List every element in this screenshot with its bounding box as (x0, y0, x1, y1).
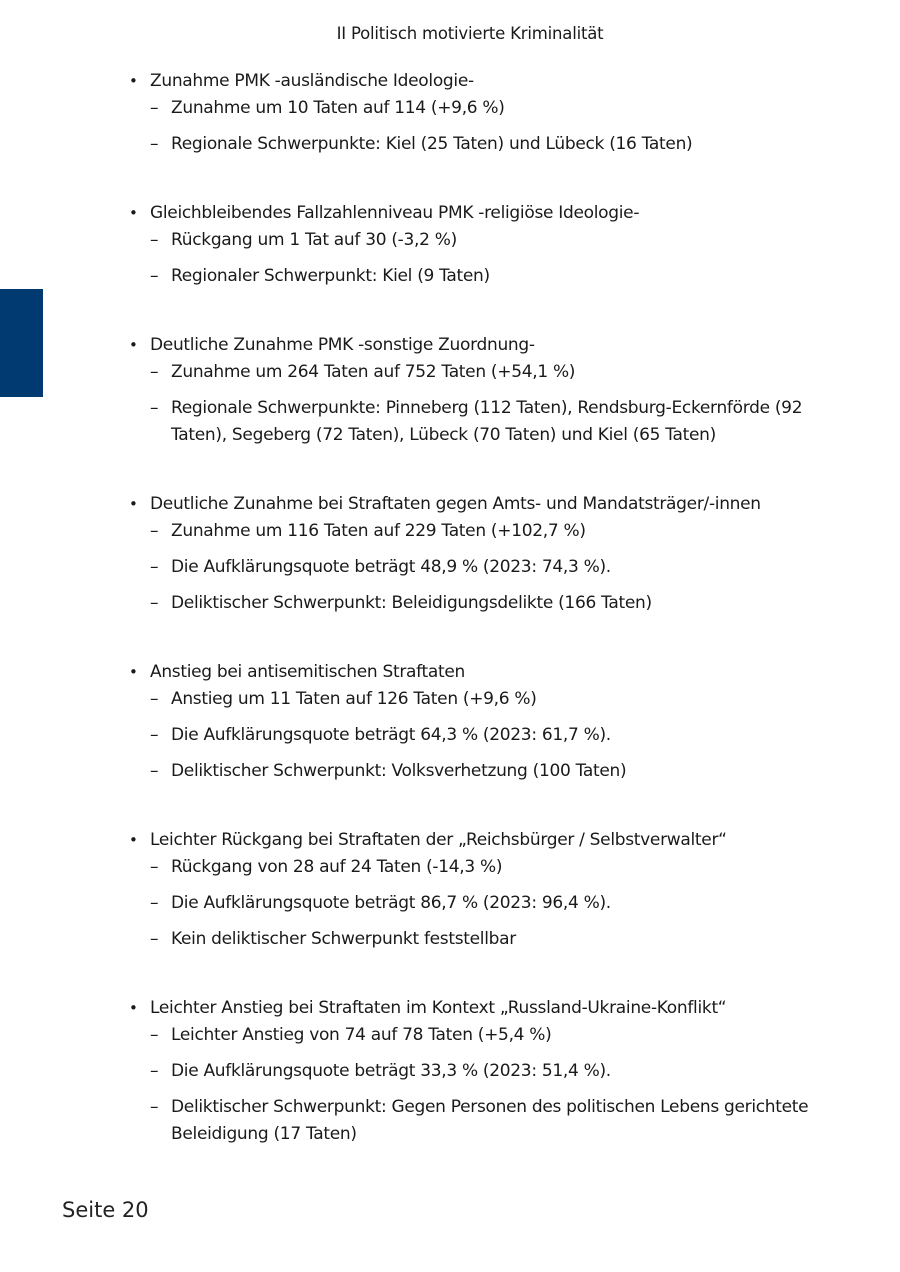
bullet-icon: • (129, 336, 138, 354)
bullet-icon: • (129, 72, 138, 90)
list-item-text: Die Aufklärungsquote beträgt 48,9 % (2023: 74,3 %). (171, 557, 611, 577)
list-item (129, 131, 839, 158)
list-item (129, 359, 839, 386)
section-title: Deutliche Zunahme PMK -sonstige Zuordnung- (150, 335, 535, 355)
list-item-text: Die Aufklärungsquote beträgt 86,7 % (2023: 96,4 %). (171, 893, 611, 913)
section-heading (129, 200, 839, 227)
bullet-icon: • (129, 999, 138, 1017)
list-item (129, 1022, 839, 1049)
section-heading (129, 332, 839, 359)
list-item (129, 554, 839, 581)
list-item-text: Deliktischer Schwerpunkt: Beleidigungsdelikte (166 Taten) (171, 593, 652, 613)
section-title: Leichter Anstieg bei Straftaten im Kontext „Russland-Ukraine-Konflikt“ (150, 998, 727, 1018)
list-item (129, 1058, 839, 1085)
list-item-text: Deliktischer Schwerpunkt: Volksverhetzung (100 Taten) (171, 761, 627, 781)
dash-icon: – (150, 857, 159, 877)
page-number: Seite 20 (62, 1198, 149, 1222)
dash-icon: – (150, 725, 159, 745)
list-item-text: Regionale Schwerpunkte: Pinneberg (112 Taten), Rendsburg-Eckernförde (92 Taten), Segeberg (72 Taten), Lübeck (70 Taten) und Kiel (65 Taten) (171, 398, 803, 445)
list-item-text: Zunahme um 116 Taten auf 229 Taten (+102,7 %) (171, 521, 586, 541)
list-item (129, 95, 839, 122)
section-title: Anstieg bei antisemitischen Straftaten (150, 662, 465, 682)
list-section (129, 491, 839, 617)
section-heading (129, 827, 839, 854)
list-section (129, 827, 839, 953)
section-heading (129, 995, 839, 1022)
dash-icon: – (150, 1097, 159, 1117)
chapter-side-tab (0, 289, 43, 397)
page-header: II Politisch motivierte Kriminalität (336, 24, 604, 43)
list-item (129, 1094, 839, 1148)
dash-icon: – (150, 689, 159, 709)
section-title: Zunahme PMK -ausländische Ideologie- (150, 71, 474, 91)
list-item (129, 395, 839, 449)
list-item-text: Zunahme um 264 Taten auf 752 Taten (+54,1 %) (171, 362, 576, 382)
section-heading (129, 68, 839, 95)
bullet-icon: • (129, 204, 138, 222)
list-section (129, 68, 839, 158)
list-item-text: Rückgang um 1 Tat auf 30 (-3,2 %) (171, 230, 457, 250)
list-item-text: Anstieg um 11 Taten auf 126 Taten (+9,6 %) (171, 689, 537, 709)
list-section (129, 659, 839, 785)
list-item-text: Deliktischer Schwerpunkt: Gegen Personen des politischen Lebens gerichtete Beleidigung (17 Taten) (171, 1097, 809, 1144)
section-title: Gleichbleibendes Fallzahlenniveau PMK -religiöse Ideologie- (150, 203, 640, 223)
list-item (129, 518, 839, 545)
list-item (129, 227, 839, 254)
list-section (129, 332, 839, 449)
list-section (129, 200, 839, 290)
dash-icon: – (150, 266, 159, 286)
dash-icon: – (150, 134, 159, 154)
list-item-text: Zunahme um 10 Taten auf 114 (+9,6 %) (171, 98, 505, 118)
list-item (129, 890, 839, 917)
list-item (129, 722, 839, 749)
list-item-text: Regionale Schwerpunkte: Kiel (25 Taten) und Lübeck (16 Taten) (171, 134, 693, 154)
bullet-list (129, 68, 839, 1157)
dash-icon: – (150, 929, 159, 949)
dash-icon: – (150, 1025, 159, 1045)
list-item (129, 758, 839, 785)
list-item-text: Kein deliktischer Schwerpunkt feststellbar (171, 929, 516, 949)
section-title: Leichter Rückgang bei Straftaten der „Reichsbürger / Selbstverwalter“ (150, 830, 727, 850)
dash-icon: – (150, 521, 159, 541)
list-item (129, 854, 839, 881)
bullet-icon: • (129, 495, 138, 513)
dash-icon: – (150, 893, 159, 913)
dash-icon: – (150, 593, 159, 613)
list-item-text: Rückgang von 28 auf 24 Taten (-14,3 %) (171, 857, 503, 877)
section-heading (129, 659, 839, 686)
list-item-text: Leichter Anstieg von 74 auf 78 Taten (+5,4 %) (171, 1025, 552, 1045)
bullet-icon: • (129, 831, 138, 849)
list-item-text: Die Aufklärungsquote beträgt 33,3 % (2023: 51,4 %). (171, 1061, 611, 1081)
list-item (129, 263, 839, 290)
dash-icon: – (150, 98, 159, 118)
dash-icon: – (150, 557, 159, 577)
list-item (129, 926, 839, 953)
dash-icon: – (150, 398, 159, 418)
list-item (129, 686, 839, 713)
list-section (129, 995, 839, 1148)
dash-icon: – (150, 1061, 159, 1081)
list-item-text: Die Aufklärungsquote beträgt 64,3 % (2023: 61,7 %). (171, 725, 611, 745)
list-item-text: Regionaler Schwerpunkt: Kiel (9 Taten) (171, 266, 490, 286)
dash-icon: – (150, 761, 159, 781)
dash-icon: – (150, 230, 159, 250)
section-title: Deutliche Zunahme bei Straftaten gegen Amts- und Mandatsträger/-innen (150, 494, 761, 514)
bullet-icon: • (129, 663, 138, 681)
list-item (129, 590, 839, 617)
section-heading (129, 491, 839, 518)
dash-icon: – (150, 362, 159, 382)
